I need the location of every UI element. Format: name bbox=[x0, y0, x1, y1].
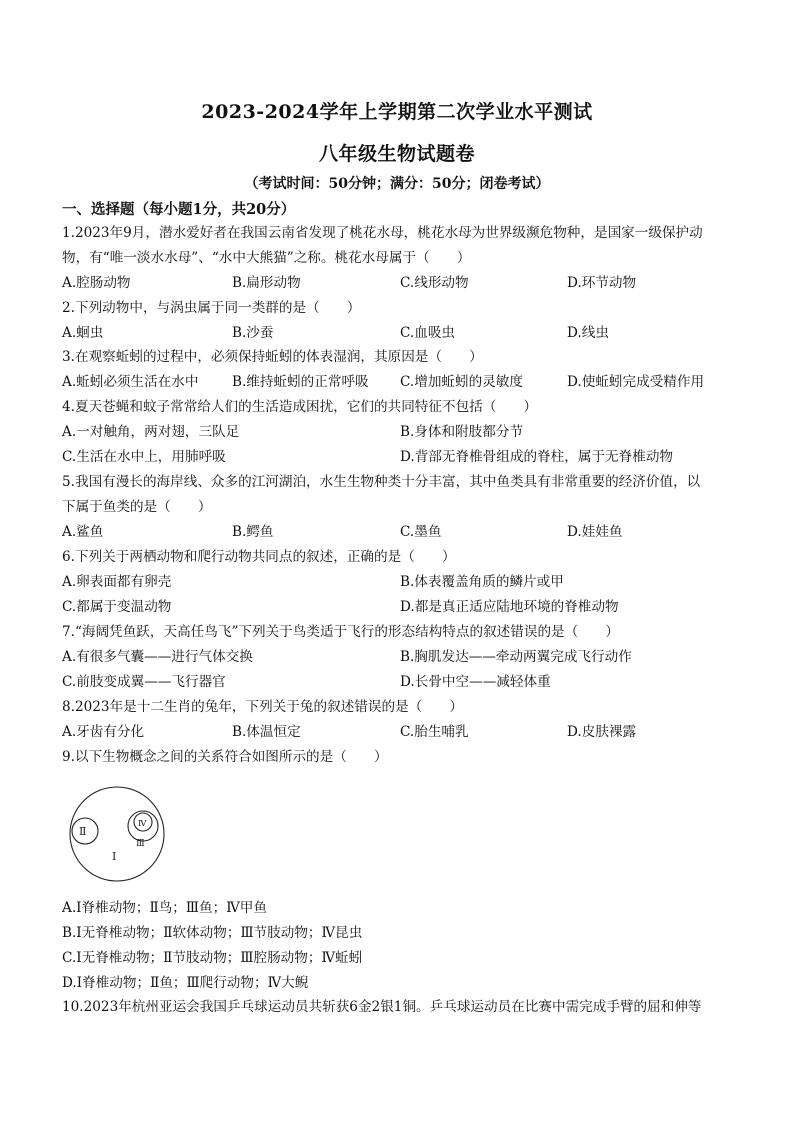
q1-option-c: C.线形动物 bbox=[400, 275, 469, 291]
q5-option-b: B.鳄鱼 bbox=[232, 524, 274, 540]
q3-option-a: A.蚯蚓必须生活在水中 bbox=[62, 374, 199, 390]
q7-option-c: C.前肢变成翼——飞行器官 bbox=[62, 674, 226, 690]
label-ii: Ⅱ bbox=[79, 825, 87, 838]
exam-title: 2023-2024学年上学期第二次学业水平测试 bbox=[201, 101, 593, 123]
exam-meta: （考试时间：50分钟；满分：50分；闭卷考试） bbox=[244, 176, 550, 192]
q8-option-b: B.体温恒定 bbox=[232, 724, 301, 740]
q5-option-c: C.墨鱼 bbox=[400, 524, 442, 540]
q9-option-b: B.Ⅰ无脊椎动物；Ⅱ软体动物；Ⅲ节肢动物；Ⅳ昆虫 bbox=[62, 925, 363, 941]
q9-option-a: A.Ⅰ脊椎动物；Ⅱ鸟；Ⅲ鱼；Ⅳ甲鱼 bbox=[62, 900, 267, 916]
q4-option-a: A.一对触角，两对翅，三队足 bbox=[62, 424, 240, 440]
q5-option-a: A.鲨鱼 bbox=[62, 524, 104, 540]
q3-option-b: B.维持蚯蚓的正常呼吸 bbox=[232, 374, 369, 390]
label-i: Ⅰ bbox=[112, 850, 117, 863]
q7-option-d: D.长骨中空——减轻体重 bbox=[400, 674, 551, 690]
section-heading: 一、选择题（每小题1分，共20分） bbox=[62, 201, 296, 218]
q9-option-c: C.Ⅰ无脊椎动物；Ⅱ节肢动物；Ⅲ腔肠动物；Ⅳ蚯蚓 bbox=[62, 950, 363, 966]
q3-option-c: C.增加蚯蚓的灵敏度 bbox=[400, 374, 523, 390]
q6-option-d: D.都是真正适应陆地环境的脊椎动物 bbox=[400, 599, 619, 615]
q1-option-d: D.环节动物 bbox=[567, 275, 637, 291]
q6-option-c: C.都属于变温动物 bbox=[62, 599, 172, 615]
question-6-line-1: 6.下列关于两栖动物和爬行动物共同点的叙述，正确的是（ ） bbox=[62, 549, 456, 565]
q8-option-a: A.牙齿有分化 bbox=[62, 724, 145, 740]
question-3-line-1: 3.在观察蚯蚓的过程中，必须保持蚯蚓的体表湿润，其原因是（ ） bbox=[62, 349, 483, 365]
question-5-line-2: 下属于鱼类的是（ ） bbox=[62, 499, 212, 515]
q2-option-d: D.线虫 bbox=[567, 325, 609, 341]
question-7-line-1: 7.“海阔凭鱼跃，天高任鸟飞”下列关于鸟类适于飞行的形态结构特点的叙述错误的是（ ） bbox=[62, 624, 620, 640]
q3-option-d: D.使蚯蚓完成受精作用 bbox=[567, 374, 705, 390]
venn-diagram bbox=[64, 784, 176, 884]
question-9-line-1: 9.以下生物概念之间的关系符合如图所示的是（ ） bbox=[62, 749, 388, 765]
question-2-line-1: 2.下列动物中，与涡虫属于同一类群的是（ ） bbox=[62, 300, 361, 316]
q2-option-c: C.血吸虫 bbox=[400, 325, 456, 341]
q6-option-a: A.卵表面都有卵壳 bbox=[62, 574, 172, 590]
q5-option-d: D.娃娃鱼 bbox=[567, 524, 623, 540]
q2-option-b: B.沙蚕 bbox=[232, 325, 274, 341]
q1-option-b: B.扁形动物 bbox=[232, 275, 301, 291]
question-8-line-1: 8.2023年是十二生肖的兔年，下列关于兔的叙述错误的是（ ） bbox=[62, 699, 464, 715]
label-iii: Ⅲ bbox=[136, 839, 145, 849]
q6-option-b: B.体表覆盖角质的鳞片或甲 bbox=[400, 574, 564, 590]
q4-option-c: C.生活在水中上，用肺呼吸 bbox=[62, 449, 226, 465]
exam-subtitle: 八年级生物试题卷 bbox=[318, 143, 475, 165]
question-1-line-2: 物，有“唯一淡水水母”、“水中大熊猫”之称。桃花水母属于（ ） bbox=[62, 250, 471, 266]
q8-option-c: C.胎生哺乳 bbox=[400, 724, 469, 740]
q7-option-b: B.胸肌发达——牵动两翼完成飞行动作 bbox=[400, 649, 632, 665]
q9-option-d: D.Ⅰ脊椎动物；Ⅱ鱼；Ⅲ爬行动物；Ⅳ大鲵 bbox=[62, 975, 309, 991]
label-iv: Ⅳ bbox=[138, 819, 147, 829]
q2-option-a: A.蛔虫 bbox=[62, 325, 104, 341]
question-10-line-1: 10.2023年杭州亚运会我国乒乓球运动员共斩获6金2银1铜。乒乓球运动员在比赛中需完成手臂的屈和伸等 bbox=[62, 999, 702, 1015]
question-5-line-1: 5.我国有漫长的海岸线、众多的江河湖泊，水生生物种类十分丰富，其中鱼类具有非常重要的经济价值，以 bbox=[62, 474, 701, 490]
q8-option-d: D.皮肤裸露 bbox=[567, 724, 637, 740]
question-4-line-1: 4.夏天苍蝇和蚊子常常给人们的生活造成困扰，它们的共同特征不包括（ ） bbox=[62, 399, 538, 415]
q1-option-a: A.腔肠动物 bbox=[62, 275, 131, 291]
q7-option-a: A.有很多气囊——进行气体交换 bbox=[62, 649, 253, 665]
question-1-line-1: 1.2023年9月，潜水爱好者在我国云南省发现了桃花水母，桃花水母为世界级濒危物种，是国家一级保护动 bbox=[62, 225, 703, 241]
q4-option-b: B.身体和附肢都分节 bbox=[400, 424, 524, 440]
q4-option-d: D.背部无脊椎骨组成的脊柱，属于无脊椎动物 bbox=[400, 449, 674, 465]
